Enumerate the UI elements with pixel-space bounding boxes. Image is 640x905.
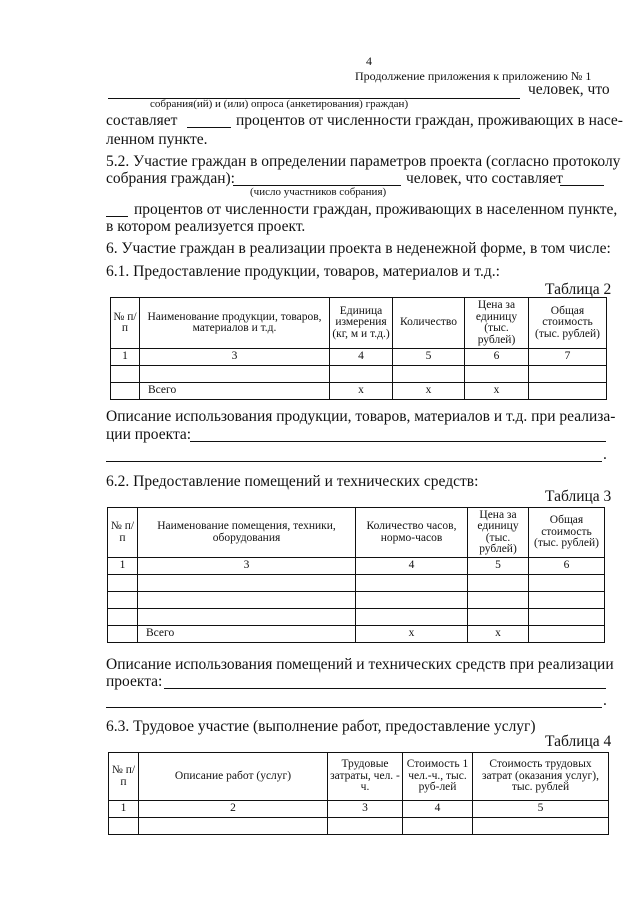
table-cell: 4 (330, 349, 393, 366)
table-cell (108, 626, 138, 643)
desc2-line1: Описание использования продукции, товаров, материалов и т.д. при реализа- (106, 408, 616, 425)
table4-header-rate: Стоимость 1 чел.-ч., тыс. руб-лей (403, 753, 473, 801)
table-cell: 3 (328, 801, 403, 818)
table-cell: х (330, 383, 393, 400)
blank-line (106, 461, 602, 462)
table-cell (468, 575, 529, 592)
table2-header-qty: Количество (393, 298, 465, 349)
table-cell (138, 575, 356, 592)
table-cell: 5 (468, 558, 529, 575)
table2 (110, 297, 607, 400)
table-row (111, 349, 607, 366)
table-cell: х (468, 626, 529, 643)
section-6-2-heading: 6.2. Предоставление помещений и технических средств: (106, 473, 479, 490)
table-row (108, 592, 605, 609)
table-row (111, 383, 607, 400)
section-5-2-line3: процентов от численности граждан, проживающих в населенном пункте, (134, 201, 618, 218)
table2-header-price: Цена за единицу (тыс. рублей) (465, 298, 529, 349)
table-cell (465, 366, 529, 383)
table-cell: 5 (393, 349, 465, 366)
header-note: Продолжение приложения к приложению № 1 (355, 69, 592, 83)
table-cell (108, 609, 138, 626)
table-cell (330, 366, 393, 383)
table3-header-price: Цена за единицу (тыс. рублей) (468, 508, 529, 558)
blank-line (164, 688, 606, 689)
table3 (107, 507, 605, 643)
table-cell (138, 592, 356, 609)
table-cell (111, 366, 140, 383)
table-cell (529, 366, 607, 383)
table-row (108, 558, 605, 575)
table-row (109, 801, 609, 818)
blank-line (187, 127, 231, 128)
intro-line3: ленном пункте. (106, 131, 208, 148)
table-cell (139, 818, 328, 835)
table2-caption: Таблица 2 (545, 281, 612, 298)
desc3-line1: Описание использования помещений и технических средств при реализации (106, 656, 614, 673)
intro-line1-tail: человек, что (528, 81, 610, 98)
table-cell: х (465, 383, 529, 400)
table2-header-unit: Единица измерения (кг, м и т.д.) (330, 298, 393, 349)
table4-header-desc: Описание работ (услуг) (139, 753, 328, 801)
blank-line (560, 185, 604, 186)
table3-header-num: № п/п (108, 508, 138, 558)
table-cell: 4 (356, 558, 468, 575)
table-cell (356, 609, 468, 626)
intro-line2-a: составляет (106, 112, 178, 129)
section-5-2-line4: в котором реализуется проект. (106, 218, 306, 235)
table-cell (356, 592, 468, 609)
table3-header-name: Наименование помещения, техники, оборудования (138, 508, 356, 558)
table4-header-labor: Трудовые затраты, чел. - ч. (328, 753, 403, 801)
table-cell: 7 (529, 349, 607, 366)
desc2-line2: ции проекта: (106, 426, 192, 443)
table-cell: 1 (108, 558, 138, 575)
table3-header-qty: Количество часов, нормо-часов (356, 508, 468, 558)
table-cell: 1 (111, 349, 140, 366)
desc3-line2: проекта: (106, 673, 163, 690)
table4-header-cost: Стоимость трудовых затрат (оказания услуг), тыс. рублей (473, 753, 609, 801)
table-cell (529, 575, 605, 592)
blank-line (190, 441, 606, 442)
intro-line2-b: процентов от численности граждан, проживающих в насе- (236, 112, 623, 129)
table-cell (473, 818, 609, 835)
table-cell (403, 818, 473, 835)
table-cell (529, 592, 605, 609)
table-cell (111, 383, 140, 400)
table-cell (140, 366, 330, 383)
table2-header-total: Общая стоимость (тыс. рублей) (529, 298, 607, 349)
desc2-end: . (603, 446, 607, 463)
page-number: 4 (366, 54, 372, 68)
section-6-3-heading: 6.3. Трудовое участие (выполнение работ, предоставление услуг) (106, 718, 536, 735)
section-5-2-caption: (число участников собрания) (250, 186, 387, 198)
table-cell: х (356, 626, 468, 643)
table-cell: 4 (403, 801, 473, 818)
table-cell (109, 818, 139, 835)
table-cell (529, 626, 605, 643)
table-cell (529, 383, 607, 400)
table3-header-row (108, 508, 605, 558)
table3-total-label: Всего (138, 626, 356, 643)
table-cell: 3 (140, 349, 330, 366)
table3-caption: Таблица 3 (545, 488, 612, 505)
table-cell (393, 366, 465, 383)
section-6-1-heading: 6.1. Предоставление продукции, товаров, материалов и т.д.: (106, 263, 500, 280)
table-cell: 1 (109, 801, 139, 818)
table-cell (356, 575, 468, 592)
table2-total-label: Всего (140, 383, 330, 400)
table4 (108, 752, 609, 835)
section-5-2-line2a: собрания граждан): (106, 170, 235, 187)
table-cell (529, 609, 605, 626)
table-row (111, 366, 607, 383)
table-cell: х (393, 383, 465, 400)
table-row (108, 626, 605, 643)
desc3-end: . (603, 692, 607, 709)
intro-caption: собрания(ий) и (или) опроса (анкетирования) граждан) (150, 98, 409, 110)
table-cell (328, 818, 403, 835)
table4-header-row (109, 753, 609, 801)
table-cell (108, 592, 138, 609)
table3-header-total: Общая стоимость (тыс. рублей) (529, 508, 605, 558)
table2-header-row (111, 298, 607, 349)
table-row (108, 609, 605, 626)
section-5-2-line2b: человек, что составляет (406, 170, 563, 187)
table-row (108, 575, 605, 592)
table-cell (468, 609, 529, 626)
blank-line (106, 707, 602, 708)
table-cell: 3 (138, 558, 356, 575)
section-5-2-line1: 5.2. Участие граждан в определении параметров проекта (согласно протоколу (106, 153, 621, 170)
table-row (109, 818, 609, 835)
table2-header-name: Наименование продукции, товаров, материалов и т.д. (140, 298, 330, 349)
table2-header-num: № п/п (111, 298, 140, 349)
table-cell (138, 609, 356, 626)
table4-caption: Таблица 4 (545, 733, 612, 750)
table-cell: 5 (473, 801, 609, 818)
table4-header-num: № п/п (109, 753, 139, 801)
table-cell (468, 592, 529, 609)
table-cell (108, 575, 138, 592)
table-cell: 6 (529, 558, 605, 575)
section-6-heading: 6. Участие граждан в реализации проекта в неденежной форме, в том числе: (106, 240, 611, 257)
blank-line (106, 216, 128, 217)
table-cell: 2 (139, 801, 328, 818)
table-cell: 6 (465, 349, 529, 366)
